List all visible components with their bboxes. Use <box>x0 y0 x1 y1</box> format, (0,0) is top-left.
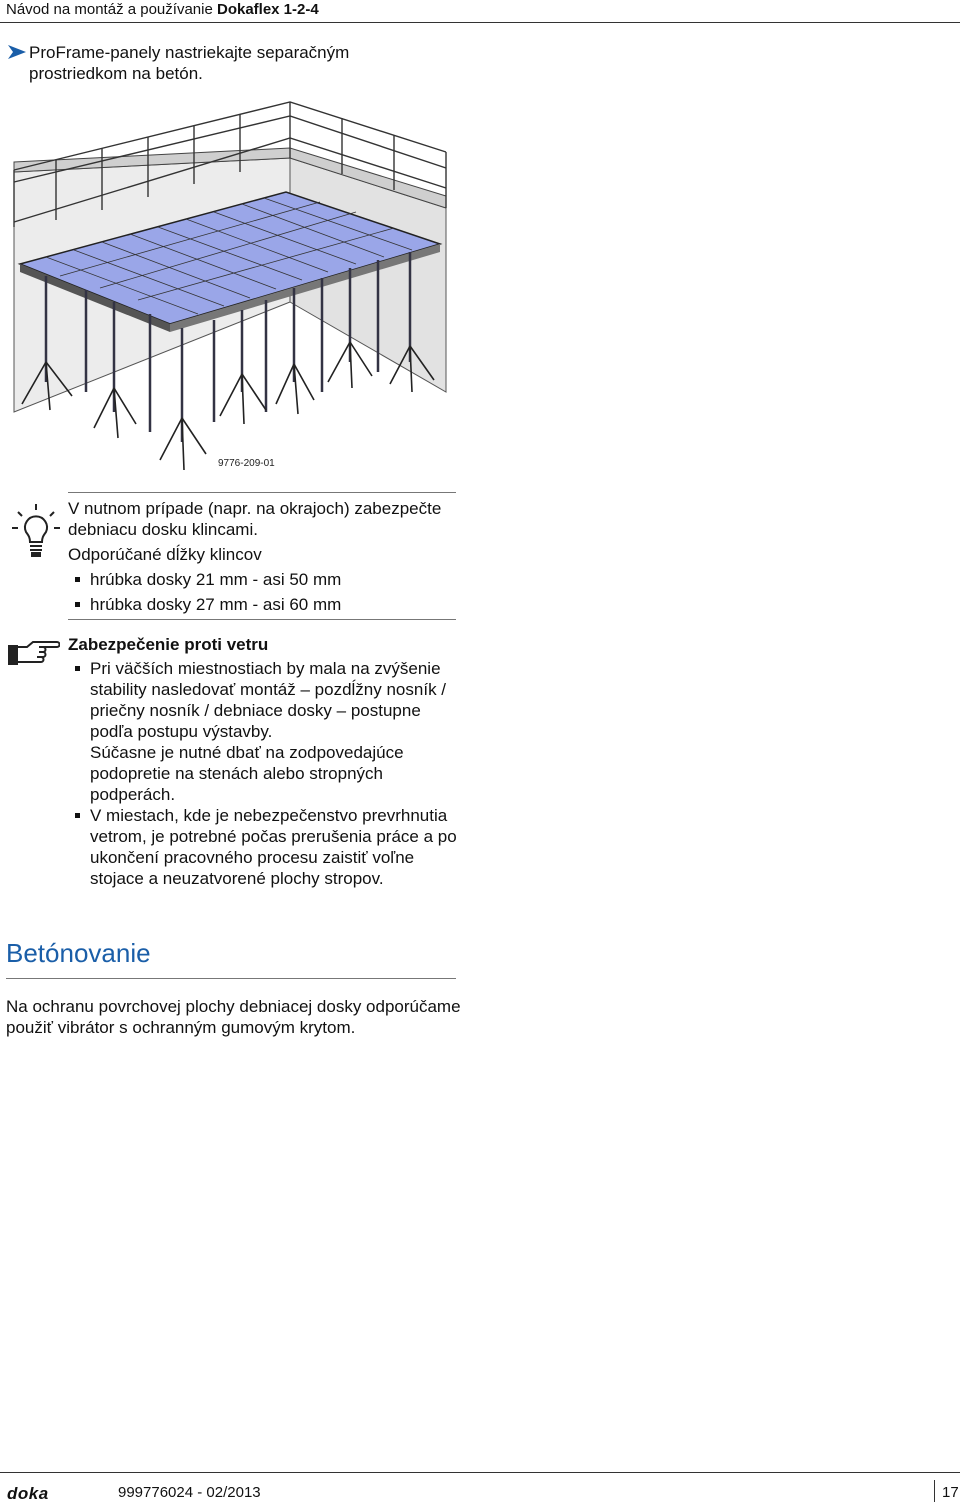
header-prefix: Návod na montáž a používanie <box>6 1 213 18</box>
document-code: 999776024 - 02/2013 <box>118 1484 261 1501</box>
page-separator <box>934 1480 935 1502</box>
lightbulb-icon <box>12 502 60 558</box>
page-number: 17 <box>942 1484 959 1501</box>
tip-top-rule <box>68 492 456 493</box>
formwork-illustration <box>10 92 456 490</box>
step-arrow-icon <box>8 45 26 59</box>
nail-length-list <box>68 569 458 615</box>
note-title: Zabezpečenie proti vetru <box>68 635 269 654</box>
footer-rule <box>0 1472 960 1473</box>
section-text: Na ochranu povrchovej plochy debniacej dosky odporúčame použiť vibrátor s ochranným gumovým krytom. <box>6 997 461 1037</box>
section-title: Betónovanie <box>6 938 151 968</box>
header-doc-title: Dokaflex 1-2-4 <box>216 1 319 18</box>
list-item-text: Pri väčších miestnostiach by mala na zvýšenie stability nasledovať montáž – pozdĺžny nosník / priečny nosník / debniace dosky – postupne podľa postupu výstavby. <box>90 659 447 741</box>
list-item: hrúbka dosky 21 mm - asi 50 mm <box>68 569 458 590</box>
page-header <box>0 0 960 23</box>
tip-subheading: Odporúčané dĺžky klincov <box>68 545 262 564</box>
tip-bottom-rule <box>68 619 456 620</box>
list-item-extra: Súčasne je nutné dbať na zodpovedajúce podopretie na stenách alebo stropných podperách. <box>90 743 404 804</box>
list-item: hrúbka dosky 27 mm - asi 60 mm <box>68 594 458 615</box>
tip-text: V nutnom prípade (napr. na okrajoch) zabezpečte debniacu dosku klincami. <box>68 499 442 539</box>
pointing-hand-icon <box>8 638 60 666</box>
list-item <box>68 658 458 805</box>
list-item: V miestach, kde je nebezpečenstvo prevrhnutia vetrom, je potrebné počas prerušenia práce a po ukončení pracovného procesu zaistiť voľne stojace a neuzatvorené plochy stropov. <box>68 805 458 889</box>
step-text: ProFrame-panely nastriekajte separačným prostriedkom na betón. <box>29 43 350 83</box>
figure-code: 9776-209-01 <box>218 458 275 469</box>
doka-logo: doka <box>7 1484 49 1503</box>
wind-safety-list <box>68 658 458 889</box>
section-rule <box>6 978 456 979</box>
